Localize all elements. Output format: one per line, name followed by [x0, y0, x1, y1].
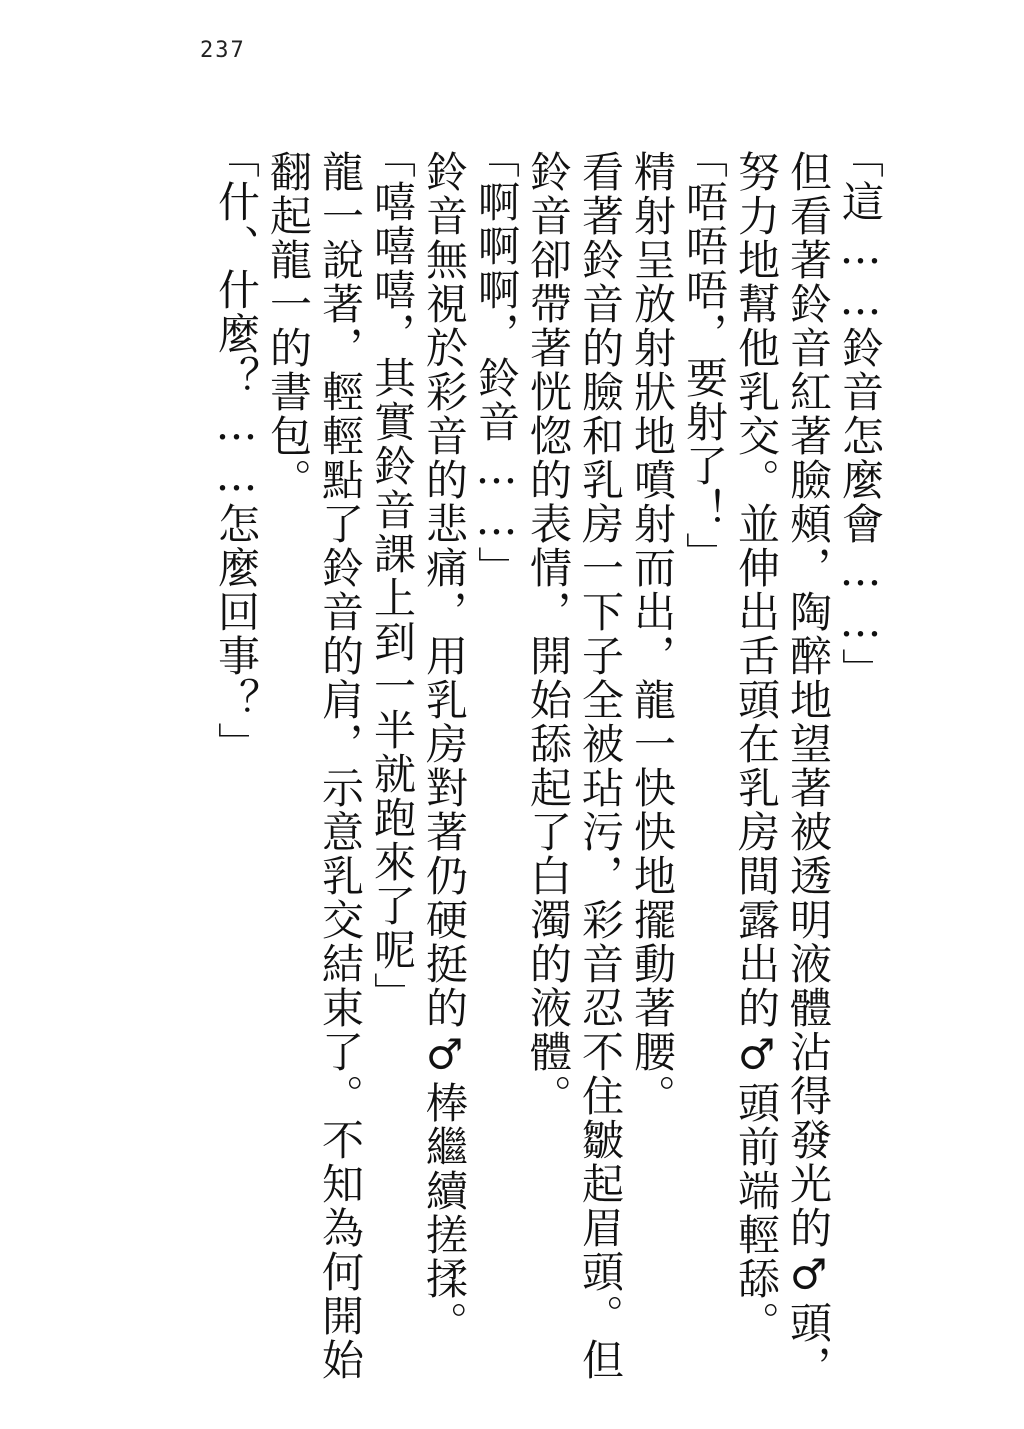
text-line: 「唔唔唔，要射了！」: [680, 136, 729, 576]
text-line: 努力地幫他乳交。並伸出舌頭在乳房間露出的♂頭前端輕舔。: [732, 150, 781, 1345]
text-line: 「啊啊啊，鈴音……」: [472, 136, 521, 590]
text-line: 「什、什麼？……怎麼回事？」: [212, 136, 261, 766]
text-line: 精射呈放射狀地噴射而出，龍一快快地擺動著腰。: [628, 150, 677, 1118]
vertical-text-body: [210, 136, 886, 1389]
text-line: 看著鈴音的臉和乳房一下子全被玷污，彩音忍不住皺起眉頭。但: [576, 150, 625, 1382]
text-line: 鈴音無視於彩音的悲痛，用乳房對著仍硬挺的♂棒繼續搓揉。: [420, 150, 469, 1345]
text-line: 「嘻嘻嘻，其實鈴音課上到一半就跑來了呢」: [368, 136, 417, 1016]
page-number: 237: [200, 38, 246, 63]
text-line: 「這……鈴音怎麼會……」: [836, 136, 885, 692]
text-line: 鈴音卻帶著恍惚的表情，開始舔起了白濁的液體。: [524, 150, 573, 1118]
text-line: 但看著鈴音紅著臉頰，陶醉地望著被透明液體沾得發光的♂頭，: [784, 150, 833, 1389]
text-line: 龍一說著，輕輕點了鈴音的肩，示意乳交結束了。不知為何開始: [316, 150, 365, 1382]
text-line: 翻起龍一的書包。: [264, 150, 313, 502]
